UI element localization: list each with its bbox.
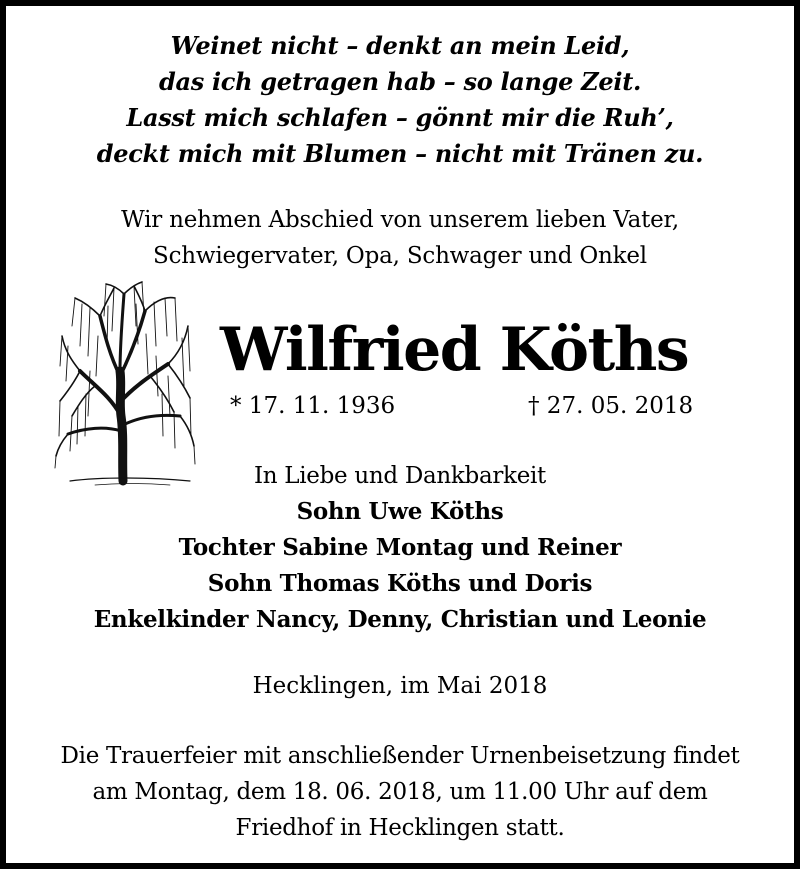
birth-date: * 17. 11. 1936 [230,393,396,419]
service-notice [6,738,794,846]
poem-line: Weinet nicht – denkt an mein Leid, [170,31,630,60]
service-line: Die Trauerfeier mit anschließender Urnenbeisetzung findet [60,743,740,769]
intro-line: Wir nehmen Abschied von unserem lieben Vater, [121,207,679,233]
poem [6,28,794,172]
death-date: † 27. 05. 2018 [528,393,694,419]
service-line: Friedhof in Hecklingen statt. [235,815,565,841]
poem-line: das ich getragen hab – so lange Zeit. [158,67,642,96]
mourner: Tochter Sabine Montag und Reiner [178,534,622,561]
mourner: Sohn Thomas Köths und Doris [207,570,593,597]
farewell-intro [6,202,794,274]
deceased-name: Wilfried Köths [220,315,689,385]
service-line: am Montag, dem 18. 06. 2018, um 11.00 Uhr auf dem [92,779,708,805]
poem-line: deckt mich mit Blumen – nicht mit Tränen zu. [96,139,704,168]
place-date: Hecklingen, im Mai 2018 [252,673,548,699]
mourners-list [6,458,794,638]
poem-line: Lasst mich schlafen – gönnt mir die Ruh’, [126,103,674,132]
obituary-card [6,6,794,863]
mourner: Enkelkinder Nancy, Denny, Christian und Leonie [93,606,707,633]
intro-line: Schwiegervater, Opa, Schwager und Onkel [153,243,647,269]
mourner: Sohn Uwe Köths [296,498,504,525]
mourners-heading: In Liebe und Dankbarkeit [253,463,547,489]
